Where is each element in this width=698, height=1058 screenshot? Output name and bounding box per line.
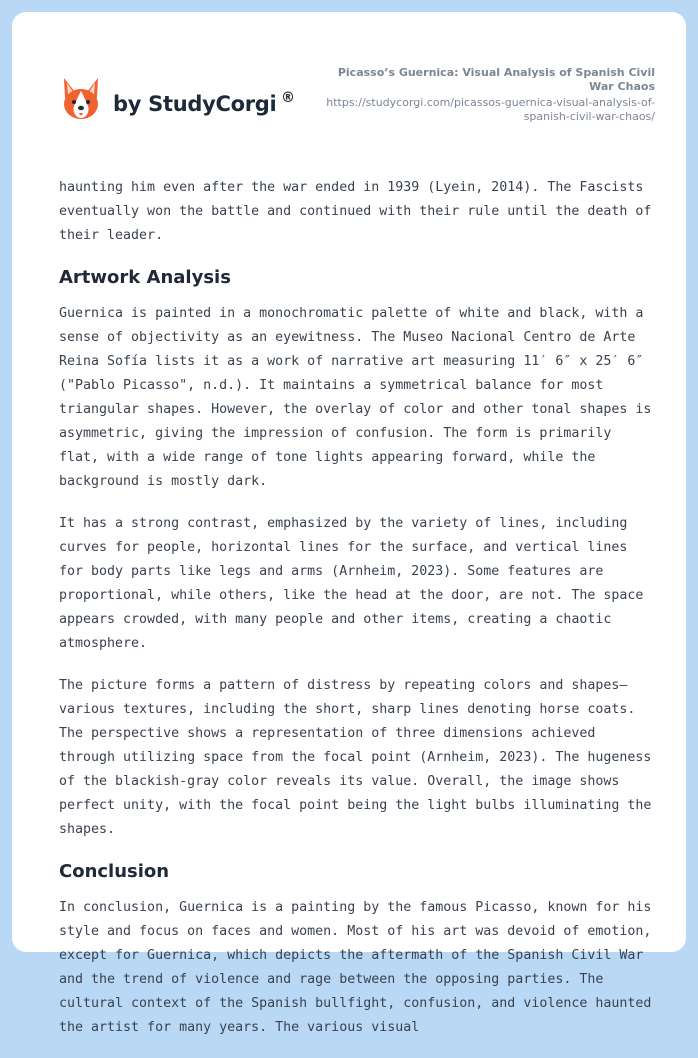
studycorgi-logo[interactable] [60,76,320,136]
corgi-logo-icon [60,76,102,122]
paragraph: In conclusion, Guernica is a painting by the famous Picasso, known for his style and focus on faces and women. Most of his art was devoid of emotion, except for Guernica, which depicts the aftermath of the Spanish Civil War and the trend of violence and rage between the opposing parties. The cultural context of the Spanish bullfight, confusion, and violence haunted the artist for many years. The various visual [59,900,652,1035]
section-heading-artwork-analysis: Artwork Analysis [59,267,231,288]
document-url[interactable]: https://studycorgi.com/picassos-guernica-visual-analysis-of-spanish-civil-war-chaos/ [326,96,655,123]
logo-text: by StudyCorgi [113,92,277,116]
document-body [59,176,659,1058]
document-title: Picasso’s Guernica: Visual Analysis of Spanish Civil War Chaos [337,66,655,93]
document-meta [315,66,655,124]
paragraph: Guernica is painted in a monochromatic palette of white and black, with a sense of objectivity as an eyewitness. The Museo Nacional Centro de Arte Reina Sofía lists it as a work of narrative art measuring 11′ 6″ x 25′ 6″ ("Pablo Picasso", n.d.). It maintains a symmetrical balance for most triangular shapes. However, the overlay of color and other tonal shapes is asymmetric, giving the impression of confusion. The form is primarily flat, with a wide range of tone lights appearing forward, while the background is mostly dark. [59,306,652,489]
paragraph: It has a strong contrast, emphasized by the variety of lines, including curves for people, horizontal lines for the surface, and vertical lines for body parts like legs and arms (Arnheim, 2023). Some features are proportional, while others, like the head at the door, are not. The space appears crowded, with many people and other items, creating a chaotic atmosphere. [59,516,644,651]
intro-paragraph: haunting him even after the war ended in 1939 (Lyein, 2014). The Fascists eventually won the battle and continued with their rule until the death of their leader. [59,180,652,243]
document-page [12,12,686,1035]
section-heading-conclusion: Conclusion [59,861,170,882]
registered-mark: ® [281,90,295,106]
paragraph: The picture forms a pattern of distress by repeating colors and shapes—various textures, including the short, sharp lines denoting horse coats. The perspective shows a representation of three dimensions achieved through utilizing space from the focal point (Arnheim, 2023). The hugeness of the blackish-gray color reveals its value. Overall, the image shows perfect unity, with the focal point being the light bulbs illuminating the shapes. [59,678,652,837]
